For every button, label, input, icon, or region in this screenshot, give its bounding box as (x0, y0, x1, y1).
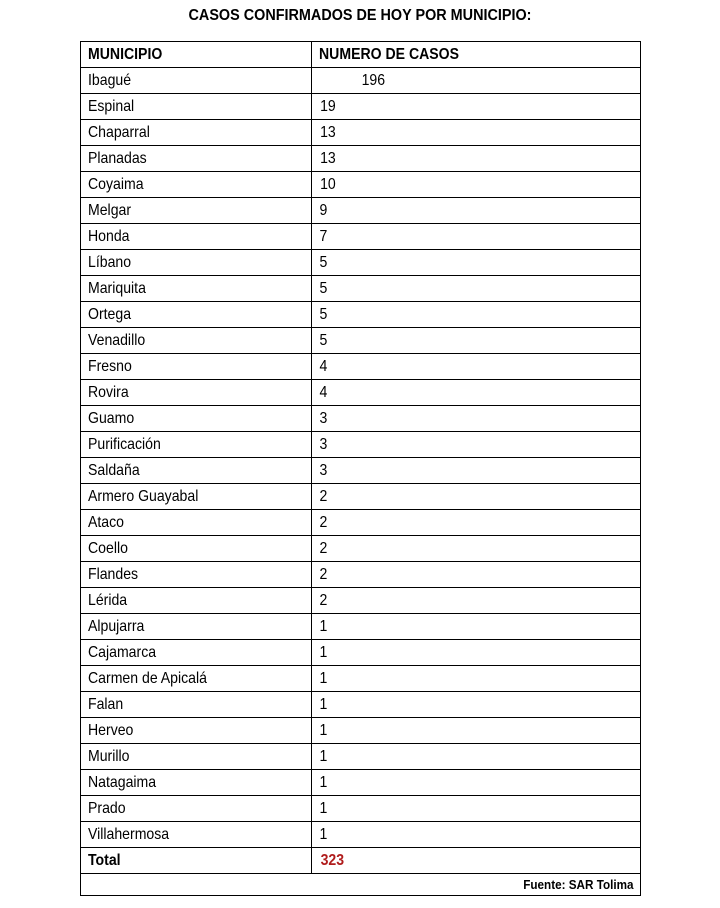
table-row (81, 250, 641, 276)
table-row (81, 510, 641, 536)
cell-municipio: Venadillo (81, 328, 312, 354)
cell-municipio: Espinal (81, 94, 312, 120)
table-row (81, 198, 641, 224)
table-row (81, 224, 641, 250)
cell-municipio: Alpujarra (81, 614, 312, 640)
cell-municipio: Ataco (81, 510, 312, 536)
source-note: Fuente: SAR Tolima (81, 874, 641, 896)
cell-numero-de-casos: 1 (312, 666, 641, 692)
cell-numero-de-casos: 1 (312, 692, 641, 718)
table-row (81, 302, 641, 328)
table-row (81, 822, 641, 848)
cell-municipio: Murillo (81, 744, 312, 770)
source-row (81, 874, 641, 896)
cell-numero-de-casos: 10 (312, 172, 641, 198)
cell-numero-de-casos: 2 (312, 562, 641, 588)
table-row (81, 692, 641, 718)
cell-numero-de-casos: 9 (312, 198, 641, 224)
cell-municipio: Ibagué (81, 68, 312, 94)
table-row (81, 614, 641, 640)
cell-numero-de-casos: 196 (312, 68, 641, 94)
cell-municipio: Fresno (81, 354, 312, 380)
cell-numero-de-casos: 13 (312, 120, 641, 146)
cell-municipio: Villahermosa (81, 822, 312, 848)
cell-municipio: Coello (81, 536, 312, 562)
table-row (81, 770, 641, 796)
cell-numero-de-casos: 4 (312, 354, 641, 380)
table-row (81, 146, 641, 172)
cell-numero-de-casos: 2 (312, 588, 641, 614)
table-row (81, 484, 641, 510)
table-row (81, 172, 641, 198)
cell-numero-de-casos: 1 (312, 614, 641, 640)
cell-numero-de-casos: 4 (312, 380, 641, 406)
cell-municipio: Mariquita (81, 276, 312, 302)
cell-municipio: Armero Guayabal (81, 484, 312, 510)
cell-municipio: Honda (81, 224, 312, 250)
table-header-row (81, 42, 641, 68)
cell-municipio: Coyaima (81, 172, 312, 198)
total-label: Total (81, 848, 312, 874)
cell-municipio: Planadas (81, 146, 312, 172)
table-row (81, 380, 641, 406)
cell-municipio: Saldaña (81, 458, 312, 484)
table-row (81, 640, 641, 666)
table-row (81, 536, 641, 562)
cell-municipio: Líbano (81, 250, 312, 276)
cell-municipio: Chaparral (81, 120, 312, 146)
table-row (81, 796, 641, 822)
table-row (81, 68, 641, 94)
table-row (81, 458, 641, 484)
cell-numero-de-casos: 1 (312, 822, 641, 848)
cell-numero-de-casos: 19 (312, 94, 641, 120)
total-row (81, 848, 641, 874)
cell-numero-de-casos: 1 (312, 770, 641, 796)
cell-municipio: Flandes (81, 562, 312, 588)
cell-numero-de-casos: 1 (312, 640, 641, 666)
cell-municipio: Falan (81, 692, 312, 718)
cell-numero-de-casos: 3 (312, 458, 641, 484)
table-row (81, 562, 641, 588)
table-row (81, 120, 641, 146)
table-row (81, 588, 641, 614)
cell-numero-de-casos: 5 (312, 276, 641, 302)
cell-numero-de-casos: 3 (312, 432, 641, 458)
cell-municipio: Herveo (81, 718, 312, 744)
cell-municipio: Carmen de Apicalá (81, 666, 312, 692)
table-row (81, 718, 641, 744)
table-row (81, 94, 641, 120)
cell-numero-de-casos: 2 (312, 484, 641, 510)
cell-numero-de-casos: 2 (312, 536, 641, 562)
cell-numero-de-casos: 1 (312, 744, 641, 770)
cell-numero-de-casos: 3 (312, 406, 641, 432)
table-row (81, 666, 641, 692)
cell-numero-de-casos: 1 (312, 718, 641, 744)
table-row (81, 744, 641, 770)
cell-numero-de-casos: 1 (312, 796, 641, 822)
cell-numero-de-casos: 5 (312, 250, 641, 276)
header-numero-de-casos: NUMERO DE CASOS (312, 42, 641, 68)
cell-municipio: Guamo (81, 406, 312, 432)
cell-numero-de-casos: 5 (312, 302, 641, 328)
cell-municipio: Purificación (81, 432, 312, 458)
cell-municipio: Natagaima (81, 770, 312, 796)
cell-municipio: Melgar (81, 198, 312, 224)
cell-municipio: Lérida (81, 588, 312, 614)
cell-municipio: Ortega (81, 302, 312, 328)
table-row (81, 432, 641, 458)
cell-numero-de-casos: 13 (312, 146, 641, 172)
header-municipio: MUNICIPIO (81, 42, 312, 68)
cell-numero-de-casos: 2 (312, 510, 641, 536)
table-row (81, 354, 641, 380)
cell-numero-de-casos: 7 (312, 224, 641, 250)
cell-numero-de-casos: 5 (312, 328, 641, 354)
table-row (81, 406, 641, 432)
cases-table (80, 41, 641, 896)
cell-municipio: Prado (81, 796, 312, 822)
table-row (81, 328, 641, 354)
page-title: CASOS CONFIRMADOS DE HOY POR MUNICIPIO: (188, 7, 532, 24)
cell-municipio: Rovira (81, 380, 312, 406)
cell-municipio: Cajamarca (81, 640, 312, 666)
total-value: 323 (312, 848, 641, 874)
table-row (81, 276, 641, 302)
table-body (81, 68, 641, 848)
